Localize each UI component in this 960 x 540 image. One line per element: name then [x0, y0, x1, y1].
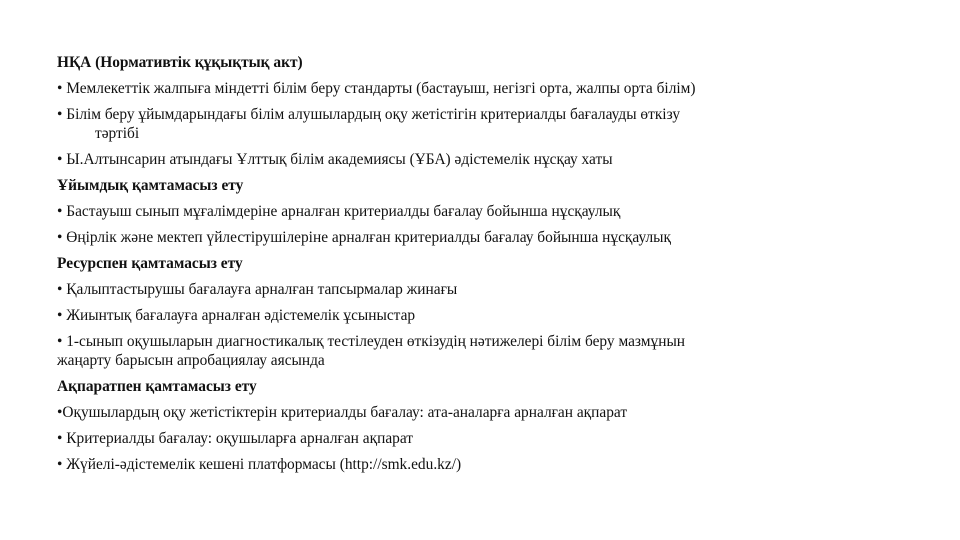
- section-heading-information: Ақпаратпен қамтамасыз ету: [57, 378, 257, 395]
- list-item-diagnostic-testing: [57, 332, 917, 370]
- list-item-parents-info: •Оқушылардың оқу жетістіктерін критериалды бағалау: ата-аналарға арналған ақпарат: [57, 404, 628, 421]
- section-heading-organizational: Ұйымдық қамтамасыз ету: [57, 177, 244, 194]
- list-item-standard: • Мемлекеттік жалпыға міндетті білім беру стандарты (бастауыш, негізгі орта, жалпы орта білім): [57, 80, 696, 97]
- list-item-summative-recommendations: • Жиынтық бағалауға арналған әдістемелік ұсыныстар: [57, 307, 416, 324]
- list-item-line: • 1-сынып оқушыларын диагностикалық тестілеуден өткізудің нәтижелері білім беру мазмұнын: [57, 333, 686, 350]
- list-item-primary-teachers-guide: • Бастауыш сынып мұғалімдеріне арналған критериалды бағалау бойынша нұсқаулық: [57, 203, 621, 220]
- list-item-students-info: • Критериалды бағалау: оқушыларға арналған ақпарат: [57, 430, 413, 447]
- list-item-line: • Білім беру ұйымдарындағы білім алушылардың оқу жетістігін критериалды бағалауды өткізу: [57, 106, 681, 123]
- section-heading-legal-acts: НҚА (Нормативтік құқықтық акт): [57, 54, 303, 71]
- list-item-platform-link: • Жүйелі-әдістемелік кешені платформасы (http://smk.edu.kz/): [57, 456, 462, 473]
- list-item-assessment-procedure: [57, 105, 917, 143]
- slide-content: [57, 53, 917, 481]
- section-heading-resources: Ресурспен қамтамасыз ету: [57, 255, 243, 272]
- list-item-formative-tasks: • Қалыптастырушы бағалауға арналған тапсырмалар жинағы: [57, 281, 458, 298]
- list-item-coordinators-guide: • Өңірлік және мектеп үйлестірушілеріне арналған критериалды бағалау бойынша нұсқаулық: [57, 229, 671, 246]
- list-item-methodical-letter: • Ы.Алтынсарин атындағы Ұлттық білім академиясы (ҰБА) әдістемелік нұсқау хаты: [57, 151, 613, 168]
- list-item-line-continued: жаңарту барысын апробациялау аясында: [57, 352, 325, 369]
- list-item-line-continued: тәртібі: [95, 125, 140, 142]
